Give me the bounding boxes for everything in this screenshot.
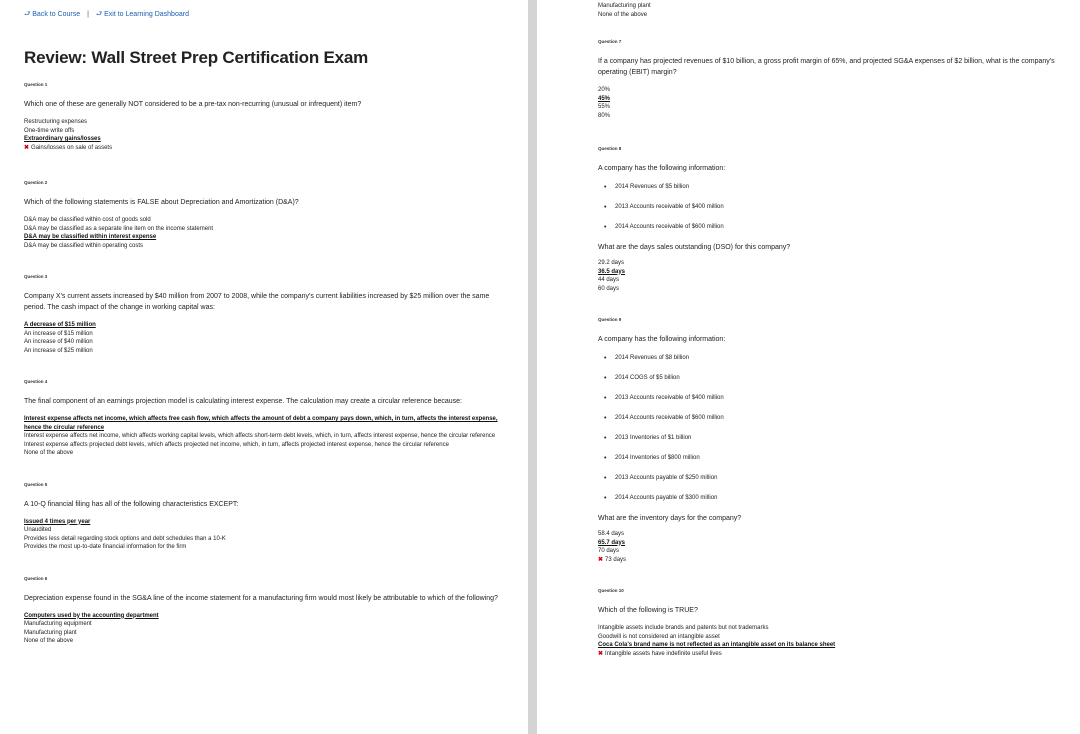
answer-option (24, 144, 504, 153)
back-to-course-link[interactable] (24, 11, 80, 18)
question-number: Question 10 (598, 588, 624, 593)
info-list-item: • 2014 Accounts payable of $300 million (598, 493, 1060, 513)
answer-text: Computers used by the accounting department (24, 612, 159, 619)
answer-options (24, 518, 504, 552)
answer-option (24, 629, 504, 638)
answer-text: 29.2 days (598, 260, 625, 266)
question-number: Question 9 (598, 317, 622, 322)
question-block (24, 274, 504, 355)
back-to-course-label: Back to Course (32, 11, 81, 18)
answer-option (24, 347, 504, 356)
answer-option (598, 633, 1060, 642)
answer-text: D&A may be classified within operating costs (24, 242, 144, 249)
answer-options (24, 321, 504, 355)
exit-dashboard-label: Exit to Learning Dashboard (104, 11, 189, 18)
left-page (0, 0, 528, 734)
question-text: Company X's current assets increased by $40 million from 2007 to 2008, while the company's current liabilities increased by $25 million over the same period. The cash impact of the change in working capital was: (24, 293, 490, 311)
question-block (598, 588, 1060, 658)
question-block (598, 2, 1060, 19)
answer-option (24, 216, 504, 225)
question-followup: What are the days sales outstanding (DSO) for this company? (598, 244, 791, 251)
answer-text: 55% (598, 104, 611, 110)
info-list (598, 353, 1060, 513)
correct-answer (24, 415, 504, 432)
answer-option (24, 118, 504, 127)
answer-text: None of the above (24, 450, 74, 456)
question-block (24, 379, 504, 458)
answer-option (598, 2, 1060, 11)
x-mark-icon: ✖ (24, 144, 30, 151)
exit-dashboard-link[interactable] (96, 11, 189, 18)
answer-text: Intangible assets include brands and patents but not trademarks (598, 625, 769, 631)
answer-option (24, 449, 504, 458)
question-block (24, 576, 504, 646)
answer-options (598, 2, 1060, 19)
correct-answer (598, 539, 1060, 548)
question-text: Which of the following statements is FALSE about Depreciation and Amortization (D&A)? (24, 199, 299, 206)
answer-text: Goodwill is not considered an intangible asset (598, 633, 720, 640)
answer-text: 36.5 days (598, 268, 626, 275)
answer-text: None of the above (598, 11, 648, 18)
correct-answer (598, 95, 1060, 104)
question-block (24, 482, 504, 552)
info-list-item: • 2014 Accounts receivable of $600 million (598, 413, 1060, 433)
answer-text: A decrease of $15 million (24, 322, 96, 328)
info-list-item: • 2014 Revenues of $8 billion (598, 353, 1060, 373)
answer-option (24, 432, 504, 441)
answer-option (24, 225, 504, 234)
info-list-item: • 2013 Accounts payable of $250 million (598, 473, 1060, 493)
answer-text: One-time write offs (24, 127, 75, 134)
page-title: Review: Wall Street Prep Certification Exam (24, 48, 369, 67)
answer-option (598, 624, 1060, 633)
info-list (598, 182, 1060, 242)
left-question-list (24, 82, 504, 646)
answer-text: Provides the most up-to-date financial information for the firm (24, 544, 187, 550)
answer-text: 80% (598, 112, 611, 119)
question-number: Question 1 (24, 82, 48, 87)
arrow-back-icon: ⮐ (24, 11, 31, 18)
answer-option (24, 535, 504, 544)
answer-text: 44 days (598, 277, 620, 283)
info-list-item: • 2014 Inventories of $800 million (598, 453, 1060, 473)
question-text: A 10-Q financial filing has all of the following characteristics EXCEPT: (24, 500, 239, 508)
question-number: Question 7 (598, 39, 622, 44)
answer-option (598, 86, 1060, 95)
answer-text: Coca Cola's brand name is not reflected as an intangible asset on its balance sheet (598, 642, 836, 648)
x-mark-icon: ✖ (598, 650, 604, 657)
correct-answer (24, 518, 504, 527)
answer-text: Extraordinary gains/losses (24, 136, 101, 142)
answer-option (598, 547, 1060, 556)
answer-text: D&A may be classified within cost of goods sold (24, 217, 151, 223)
answer-text: Unaudited (24, 527, 52, 533)
answer-text: An increase of $25 million (24, 347, 93, 354)
answer-option (24, 620, 504, 629)
answer-option (24, 242, 504, 251)
answer-text: Intangible assets have indefinite useful lives (605, 650, 722, 657)
answer-option (598, 11, 1060, 20)
answer-text: 45% (598, 95, 611, 102)
correct-answer (24, 321, 504, 330)
answer-text: None of the above (24, 638, 74, 644)
answer-option (24, 330, 504, 339)
question-block (24, 82, 504, 152)
question-followup: What are the inventory days for the company? (598, 515, 742, 522)
question-text: The final component of an earnings projection model is calculating interest expense. The calculation may create a circular reference because: (24, 398, 463, 405)
correct-answer (24, 612, 504, 621)
answer-options (598, 624, 1060, 658)
correct-answer (598, 641, 1060, 650)
answer-text: 58.4 days (598, 531, 625, 537)
question-number: Question 3 (24, 274, 48, 279)
answer-text: Gains/losses on sale of assets (31, 144, 113, 151)
right-page (537, 0, 1080, 734)
answer-options (598, 259, 1060, 293)
question-block (598, 146, 1060, 293)
answer-option (24, 543, 504, 552)
answer-text: An increase of $40 million (24, 339, 93, 345)
answer-option (598, 259, 1060, 268)
answer-text: 70 days (598, 548, 620, 554)
answer-text: Interest expense affects net income, which affects working capital levels, which affects short-term debt levels, which, in turn, affects interest expense, hence the circular reference (24, 433, 496, 439)
answer-option (24, 637, 504, 646)
answer-options (598, 530, 1060, 564)
answer-text: Issued 4 times per year (24, 518, 91, 525)
question-block (598, 39, 1060, 120)
correct-answer (24, 135, 504, 144)
answer-option (598, 530, 1060, 539)
x-mark-icon: ✖ (598, 556, 604, 563)
question-number: Question 4 (24, 379, 48, 384)
question-text: Depreciation expense found in the SG&A line of the income statement for a manufacturing firm would most likely be attributable to which of the following? (24, 594, 498, 602)
top-nav (24, 10, 504, 21)
question-text: If a company has projected revenues of $10 billion, a gross profit margin of 65%, and projected SG&A expenses of $2 billion, what is the company's operating (EBIT) margin? (598, 58, 1055, 76)
question-number: Question 5 (24, 481, 48, 487)
answer-option (24, 526, 504, 535)
answer-options (24, 612, 504, 646)
page-gap (528, 0, 537, 734)
answer-text: Manufacturing plant (24, 629, 77, 636)
answer-text: Interest expense affects net income, which affects free cash flow, which affects the amount of debt a company pays down, which, in turn, affects the interest expense, hence the circular reference (24, 416, 498, 431)
answer-text: D&A may be classified within interest expense (24, 234, 157, 240)
answer-option (24, 338, 504, 347)
info-list-item: • 2014 Revenues of $5 billion (598, 182, 1060, 202)
answer-options (24, 118, 504, 152)
question-text: A company has the following information: (598, 165, 726, 172)
right-question-list (598, 2, 1060, 658)
question-number: Question 6 (24, 575, 48, 581)
question-block (24, 180, 504, 250)
answer-option (598, 112, 1060, 121)
question-text: Which of the following is TRUE? (598, 607, 698, 614)
info-list-item: • 2014 Accounts receivable of $600 million (598, 222, 1060, 242)
info-list-item: • 2013 Inventories of $1 billion (598, 433, 1060, 453)
nav-separator: | (87, 11, 89, 18)
question-text: Which one of these are generally NOT considered to be a pre-tax non-recurring (unusual or infrequent) item? (24, 101, 362, 108)
question-block (598, 317, 1060, 564)
answer-option (598, 276, 1060, 285)
question-number: Question 8 (598, 146, 622, 151)
info-list-item: • 2014 COGS of $5 billion (598, 373, 1060, 393)
answer-option (598, 556, 1060, 565)
answer-options (24, 415, 504, 458)
answer-text: 65.7 days (598, 539, 626, 546)
answer-options (598, 86, 1060, 120)
answer-text: Restructuring expenses (24, 119, 88, 125)
answer-text: An increase of $15 million (24, 330, 93, 337)
answer-text: Provides less detail regarding stock options and debt schedules than a 10-K (24, 535, 226, 542)
answer-option (598, 103, 1060, 112)
answer-text: Manufacturing plant (598, 3, 651, 9)
answer-text: 20% (598, 87, 611, 93)
correct-answer (598, 268, 1060, 277)
question-text: A company has the following information: (598, 336, 726, 343)
answer-options (24, 216, 504, 250)
answer-text: Interest expense affects projected debt levels, which affects projected net income, which, in turn, affects projected interest expense, hence the circular reference (24, 441, 449, 448)
answer-text: 73 days (605, 556, 627, 563)
answer-option (598, 285, 1060, 294)
question-number: Question 2 (24, 180, 48, 185)
correct-answer (24, 233, 504, 242)
info-list-item: • 2013 Accounts receivable of $400 million (598, 393, 1060, 413)
info-list-item: • 2013 Accounts receivable of $400 million (598, 202, 1060, 222)
answer-text: 60 days (598, 285, 620, 292)
exit-icon: ⮐ (95, 11, 103, 18)
answer-option (24, 441, 504, 450)
answer-text: Manufacturing equipment (24, 621, 92, 627)
answer-option (24, 127, 504, 136)
answer-option (598, 650, 1060, 659)
answer-text: D&A may be classified as a separate line item on the income statement (24, 225, 214, 232)
